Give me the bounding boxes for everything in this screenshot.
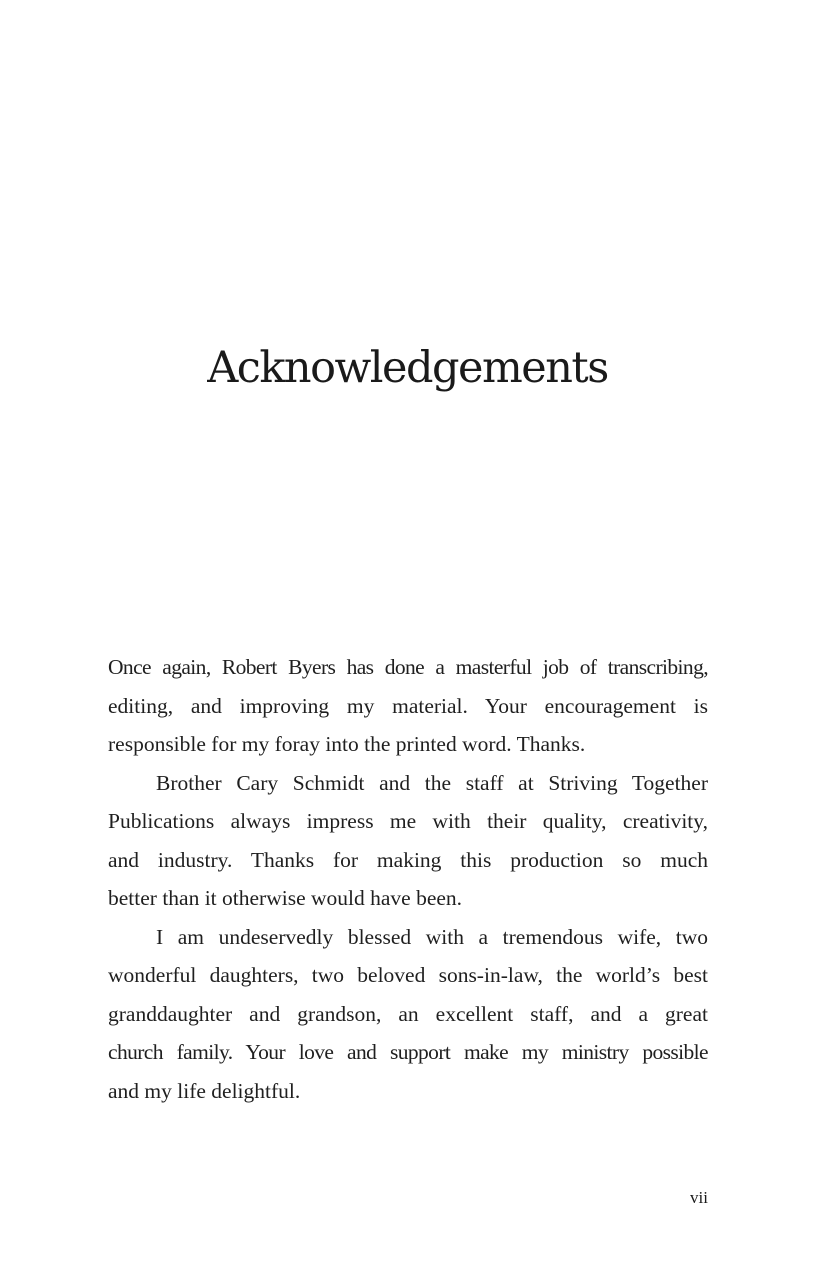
paragraph-2-line-2: Publications always impress me with their quality, creativity, [108, 809, 708, 833]
paragraph-2-line-1: Brother Cary Schmidt and the staff at Striving Together [156, 770, 708, 795]
paragraph-2-line-3: and industry. Thanks for making this production so much [108, 847, 708, 872]
paragraph-3-line-2: wonderful daughters, two beloved sons-in-law, the world’s best [108, 963, 708, 987]
paragraph-3-line-4: church family. Your love and support make my ministry possible [108, 1040, 708, 1064]
paragraph-3-line-3: granddaughter and grandson, an excellent staff, and a great [108, 1001, 708, 1026]
paragraph-2-line-4: better than it otherwise would have been. [108, 886, 463, 910]
page-number: vii [690, 1188, 708, 1207]
paragraph-3-line-1: I am undeservedly blessed with a tremendous wife, two [156, 924, 708, 949]
paragraph-1-line-1: Once again, Robert Byers has done a masterful job of transcribing, [108, 655, 708, 679]
paragraph-3-line-5: and my life delightful. [108, 1078, 301, 1103]
body-text [108, 648, 708, 1110]
paragraph-1-line-3: responsible for my foray into the printed word. Thanks. [108, 732, 586, 756]
page-title: Acknowledgements [207, 343, 608, 393]
paragraph-1-line-2: editing, and improving my material. Your encouragement is [108, 693, 708, 718]
